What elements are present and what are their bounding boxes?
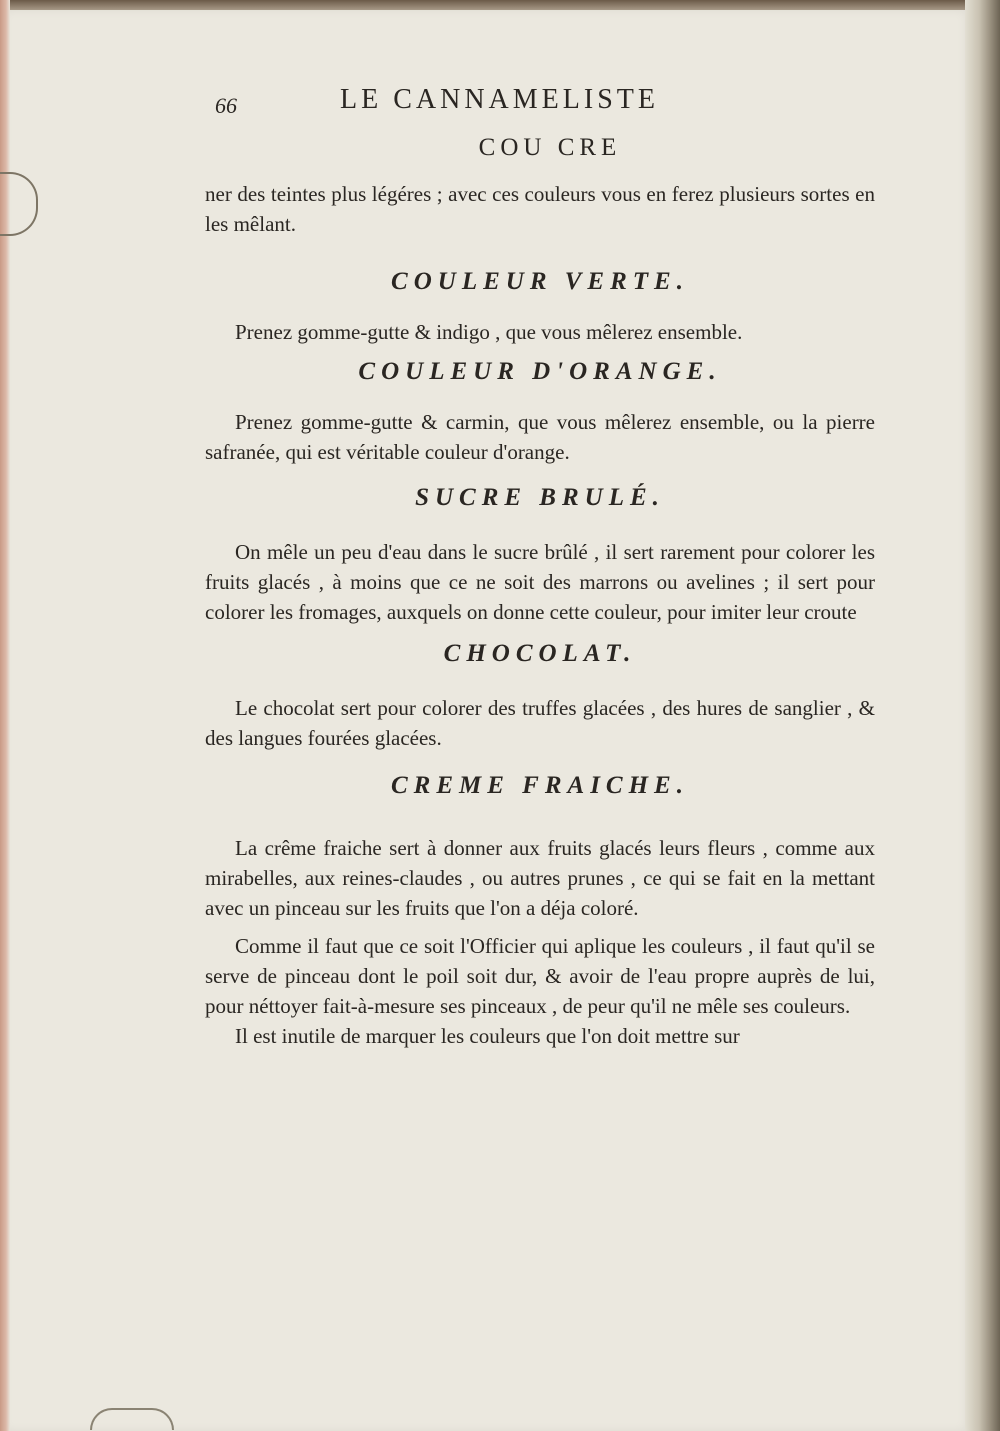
section-paragraph: Prenez gomme-gutte & carmin, que vous mêlerez ensemble, ou la pierre safranée, qui est véritable couleur d'orange. xyxy=(205,410,875,464)
page-text xyxy=(205,85,875,1051)
book-gutter xyxy=(965,0,1000,1431)
section-heading: CREME FRAICHE. xyxy=(391,772,689,799)
section-paragraph: On mêle un peu d'eau dans le sucre brûlé , il sert rarement pour colorer les fruits glacés , à moins que ce ne soit des marrons ou avelines ; il sert pour colorer les fromages, auxquels on donne cette couleur, pour imiter leur croute xyxy=(205,540,875,624)
section-paragraph: La crême fraiche sert à donner aux fruits glacés leurs fleurs , comme aux mirabelles, aux reines-claudes , ou autres prunes , ce qui se fait en la mettant avec un pinceau sur les fruits que l'on a déja coloré. xyxy=(205,836,875,920)
catchline: COU CRE xyxy=(478,134,622,161)
continuation-paragraph: ner des teintes plus légéres ; avec ces couleurs vous en ferez plusieurs sortes en les mêlant. xyxy=(205,182,875,236)
running-head xyxy=(205,85,875,133)
section-paragraph: Il est inutile de marquer les couleurs que l'on doit mettre sur xyxy=(235,1024,740,1048)
page-number: 66 xyxy=(215,93,237,118)
section-heading: COULEUR D'ORANGE. xyxy=(358,358,722,385)
section-heading: CHOCOLAT. xyxy=(443,640,637,667)
section-paragraph: Prenez gomme-gutte & indigo , que vous mêlerez ensemble. xyxy=(235,320,743,344)
bottom-clip xyxy=(90,1408,174,1430)
section-heading: SUCRE BRULÉ. xyxy=(415,484,665,511)
section-paragraph: Le chocolat sert pour colorer des truffes glacées , des hures de sanglier , & des langues fourées glacées. xyxy=(205,696,875,750)
running-title: LE CANNAMELISTE xyxy=(340,84,659,115)
section-paragraph: Comme il faut que ce soit l'Officier qui aplique les couleurs , il faut qu'il se serve de pinceau dont le poil soit dur, & avoir de l'eau propre auprès de lui, pour néttoyer fait-à-mesure ses pinceaux , de peur qu'il ne mêle ses couleurs. xyxy=(205,934,875,1018)
section-heading: COULEUR VERTE. xyxy=(391,268,689,295)
